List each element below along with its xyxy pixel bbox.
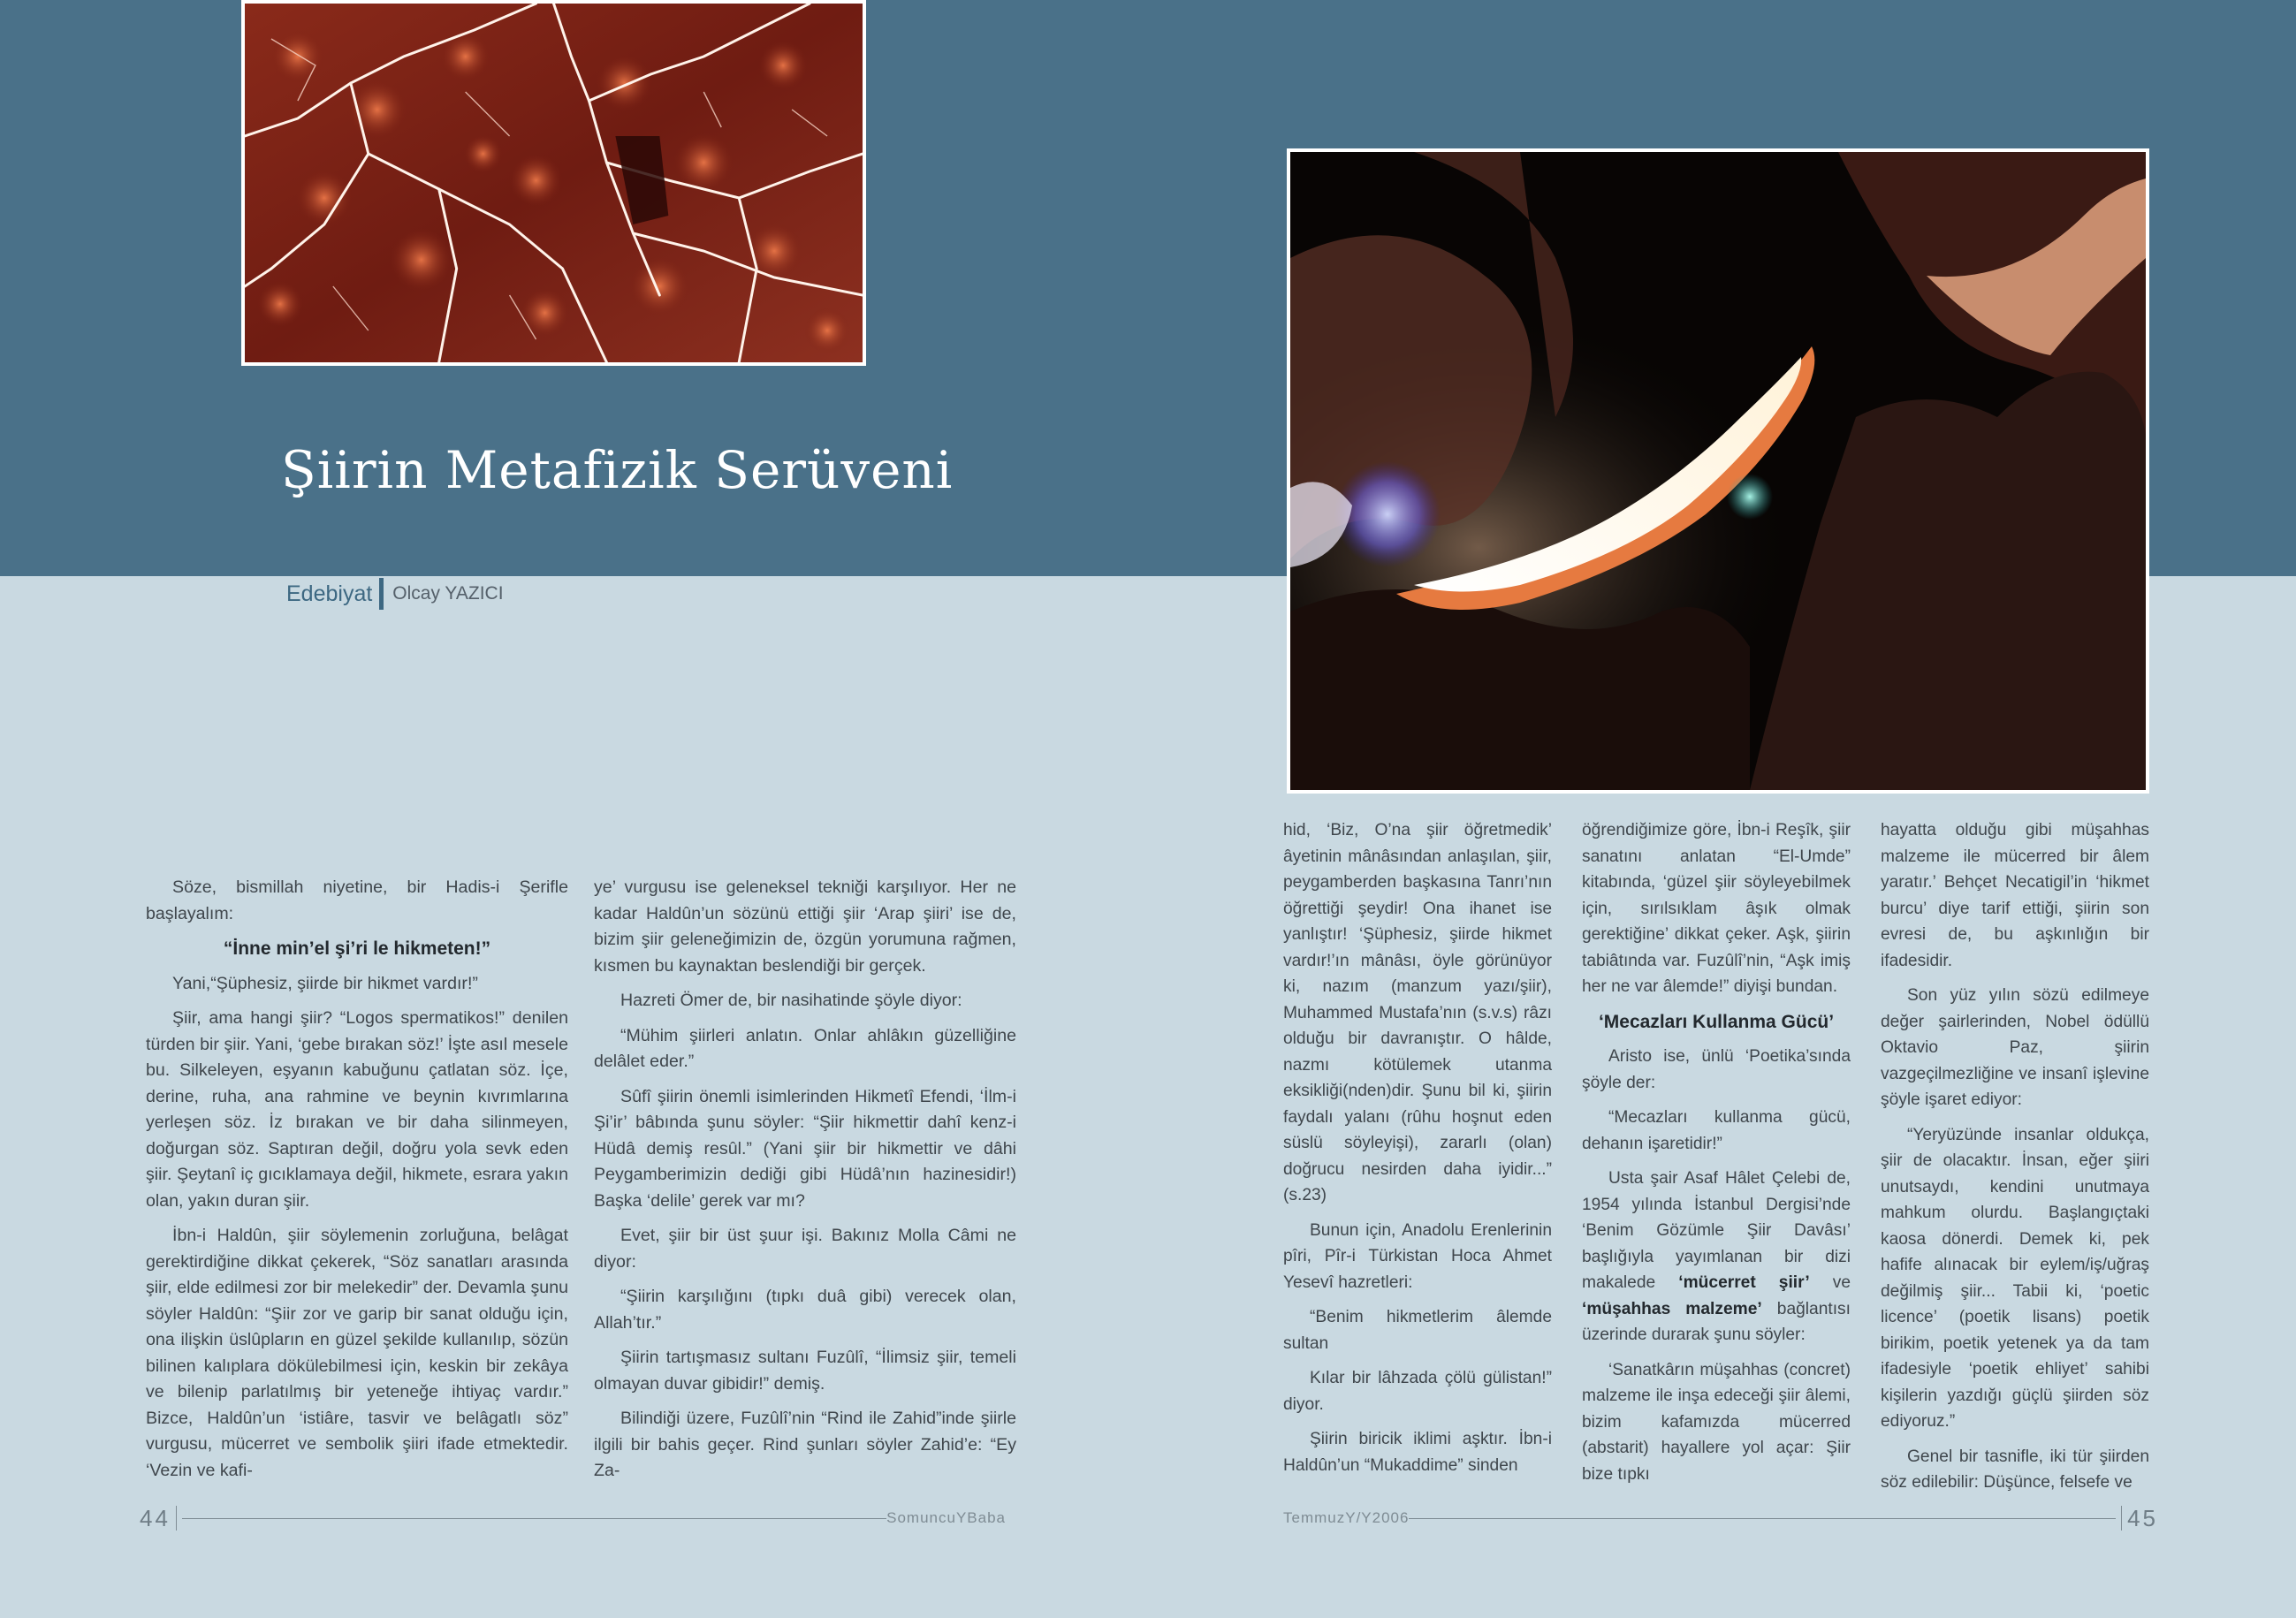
text-column-1 bbox=[146, 875, 568, 1493]
category-label: Edebiyat bbox=[286, 581, 373, 606]
paragraph: Aristo ise, ünlü ‘Poetika’sında şöyle der: bbox=[1582, 1047, 1851, 1092]
text-column-2 bbox=[594, 875, 1016, 1493]
footer-left bbox=[140, 1505, 1006, 1531]
quote-paragraph: “Mühim şiirleri anlatın. Onlar ahlâkın güzelliğine delâlet eder.” bbox=[594, 1025, 1016, 1071]
quote-paragraph: Kılar bir lâhzada çölü gülistan!” diyor. bbox=[1283, 1369, 1552, 1414]
page-number-right: 45 bbox=[2127, 1504, 2158, 1531]
author-name: Olcay YAZICI bbox=[392, 583, 504, 604]
hadith-quote: “İnne min’el şi’ri le hikmeten!” bbox=[223, 938, 491, 959]
footer-tick bbox=[176, 1506, 177, 1531]
cracked-texture-image bbox=[245, 4, 863, 362]
paragraph: Yani,“Şüphesiz, şiirde bir hikmet vardır!” bbox=[172, 973, 478, 993]
canyon-image bbox=[1290, 152, 2146, 790]
footer-rule bbox=[182, 1518, 886, 1519]
paragraph: Sûfî şiirin önemli isimlerinden Hikmetî Efendi, ‘İlm-i Şi’ir’ bâbında şunu söyler: “Şiir hikmettir dahî kenz-i Hüdâ demiş resûl.” (Yani şiir bir hikmettir ve dâhi Peygamberimizin dediği gibi Hüdâ’nın hazinesidir!) Başka ‘delile’ gerek var mı? bbox=[594, 1086, 1016, 1211]
paragraph: Genel bir tasnifle, iki tür şiirden söz edilebilir: Düşünce, felsefe ve bbox=[1881, 1447, 2149, 1492]
paragraph: Şiirin tartışmasız sultanı Fuzûlî, “İlimsiz şiir, temeli olmayan duvar gibidir!” demiş. bbox=[594, 1348, 1016, 1394]
canyon-photo bbox=[1287, 148, 2149, 794]
paragraph: Şiirin biricik iklimi aşktır. İbn-i Haldûn’un “Mukaddime” sinden bbox=[1283, 1430, 1552, 1475]
quote-paragraph: “Mecazları kullanma gücü, dehanın işaretidir!” bbox=[1582, 1108, 1851, 1153]
text-column-3 bbox=[1283, 817, 1552, 1487]
page-number-left: 44 bbox=[140, 1504, 171, 1531]
paragraph: öğrendiğimize göre, İbn-i Reşîk, şiir sanatını anlatan “El-Umde” kitabında, ‘güzel şiir söyleyebilmek için, sırılsıklam âşık olmak gerektiğine’ dikkat çeker. Aşk, şiirin tabiâtında var. Fuzûlî’nin, “Aşk imiş her ne var âlemde!” diyişi bundan. bbox=[1582, 821, 1851, 996]
text-column-5 bbox=[1881, 817, 2149, 1505]
paragraph: Hazreti Ömer de, bir nasihatinde şöyle diyor: bbox=[620, 991, 962, 1010]
paragraph: Bilindiği üzere, Fuzûlî’nin “Rind ile Zahid”inde şiirle ilgili bir bahis geçer. Rind şunları söyler Zahid’e: “Ey Za- bbox=[594, 1409, 1016, 1480]
magazine-name: SomuncuYBaba bbox=[886, 1509, 1006, 1526]
paragraph: Son yüz yılın sözü edilmeye değer şairlerinden, Nobel ödüllü Oktavio Paz, şiirin vazgeçilmezliğine ve insanî işlevine şöyle işaret ediyor: bbox=[1881, 986, 2149, 1109]
footer-right bbox=[1283, 1505, 2158, 1531]
paragraph-text: bağlantısı üzerinde durarak şunu söyler: bbox=[1582, 1299, 1851, 1344]
bold-term: ‘mücerret şiir’ bbox=[1678, 1273, 1810, 1292]
paragraph: Şiir, ama hangi şiir? “Logos spermatikos!” denilen türden bir şiir. Yani, ‘gebe bırakan söz!’ İşte asıl mesele bu. Silkeleyen, eşyanın kabuğunu çatlatan söz. İçe, derine, ruha, ana rahmine ve beynin kıvrımlarına yerleşen söz. İz bırakan ve bir daha silinmeyen, doğurgan söz. Saptıran değil, doğru yola sevk eden şiir. Şeytanî iç gıcıklamaya değil, hikmete, esrara yakın olan, yakın duran şiir. bbox=[146, 1008, 568, 1211]
quote-paragraph: “Benim hikmetlerim âlemde sultan bbox=[1283, 1308, 1552, 1353]
bold-term: ‘müşahhas malzeme’ bbox=[1582, 1299, 1762, 1318]
issue-date: TemmuzY/Y2006 bbox=[1283, 1509, 1410, 1526]
footer-rule bbox=[1409, 1518, 2116, 1519]
subheading: ‘Mecazları Kullanma Gücü’ bbox=[1598, 1011, 1835, 1032]
paragraph: Bunun için, Anadolu Erenlerinin pîri, Pîr-i Türkistan Hoca Ahmet Yesevî hazretleri: bbox=[1283, 1220, 1552, 1292]
paragraph-text: ve bbox=[1809, 1273, 1851, 1292]
quote-paragraph: ‘Sanatkârın müşahhas (concret) malzeme ile inşa edeceği şiir âlemi, bizim kafamızda mücerred (abstarit) hayallere yol açar: Şiir bize tıpkı bbox=[1582, 1360, 1851, 1484]
paragraph: Söze, bismillah niyetine, bir Hadis-i Şerifle başlayalım: bbox=[146, 877, 568, 923]
paragraph: hid, ‘Biz, O’na şiir öğretmedik’ âyetinin mânâsından anlaşılan, şiir, peygamberden başkasına Tanrı’nın öğrettiği şeydir! Ona ihanet ise yanlıştır! ‘Şüphesiz, şiirde hikmet vardır!’ın mânâsı, öyle görünüyor ki, nazım (manzum yazı/şiir), Muhammed Mustafa’nın (s.v.s) râzı olduğu bir davranıştır. O hâlde, nazmı kötülemek utanma eksikliği(nden)dir. Şunu bil ki, şiirin faydalı yalanı (rûhu hoşnut eden süslü söyleyişi), zararlı (olan) doğrucu nesirden daha iyidir...” (s.23) bbox=[1283, 821, 1552, 1204]
byline bbox=[286, 578, 504, 610]
quote-paragraph: “Yeryüzünde insanlar oldukça, şiir de olacaktır. İnsan, eğer şiiri unutsaydı, kendini unutmaya mahkum olurdu. Başlangıçtaki kaosa dönerdi. Demek ki, pek hafife alınacak bir eylem/iş/uğraş değilmiş şiir... Tabii ki, ‘poetic licence’ (poetik lisans) poetik birikim, poetik yetenek ya da tam ifadesiyle ‘poetik ehliyet’ sahibi kişilerin yazdığı güçlü şiirden söz ediyoruz.” bbox=[1881, 1125, 2149, 1431]
paragraph: ye’ vurgusu ise geleneksel tekniği karşılıyor. Her ne kadar Haldûn’un sözünü ettiği şiir ‘Arap şiiri’ ise de, bizim şiir geleneğimizin de, özgün yorumuna rağmen, kısmen bu kaynaktan beslendiği bir gerçek. bbox=[594, 877, 1016, 976]
footer-tick bbox=[2121, 1506, 2122, 1531]
byline-divider bbox=[379, 578, 384, 610]
article-title: Şiirin Metafizik Serüveni bbox=[281, 440, 954, 500]
quote-paragraph: “Şiirin karşılığını (tıpkı duâ gibi) verecek olan, Allah’tır.” bbox=[594, 1287, 1016, 1333]
paragraph: Evet, şiir bir üst şuur işi. Bakınız Molla Câmi ne diyor: bbox=[594, 1226, 1016, 1272]
paragraph bbox=[1582, 1166, 1851, 1348]
paragraph-text: Usta şair Asaf Hâlet Çelebi de, 1954 yılında İstanbul Dergisi’nde ‘Benim Gözümle Şiir Davâsı’ başlığıyla yayımlanan bir dizi makalede bbox=[1582, 1169, 1851, 1292]
paragraph: hayatta olduğu gibi müşahhas malzeme ile mücerred bir âlem yaratır.’ Behçet Necatigil’in ‘hikmet burcu’ diye tarif ettiği, şiirin son evresi de, bu aşkınlığın bir ifadesidir. bbox=[1881, 821, 2149, 970]
paragraph: İbn-i Haldûn, şiir söylemenin zorluğuna, belâgat gerektirdiğine dikkat çekerek, “Söz sanatları arasında şiir, elde edilmesi zor bir melekedir” der. Devamla şunu söyler Haldûn: “Şiir zor ve garip bir sanat olduğu için, ona ilişkin üslûpların en güzel şekilde kullanılıp, sözün bilinen kalıplara dökülebilmesi için, keskin bir zekâya ve bilenip parlatılmış bir yeteneğe ihtiyaç vardır.” Bizce, Haldûn’un ‘istiâre, tasvir ve belâgatlı söz” vurgusu, mücerret ve sembolik şiiri ifade etmektedir. ‘Vezin ve kafi- bbox=[146, 1226, 568, 1480]
text-column-4 bbox=[1582, 817, 1851, 1496]
cracked-texture-photo bbox=[241, 0, 866, 366]
